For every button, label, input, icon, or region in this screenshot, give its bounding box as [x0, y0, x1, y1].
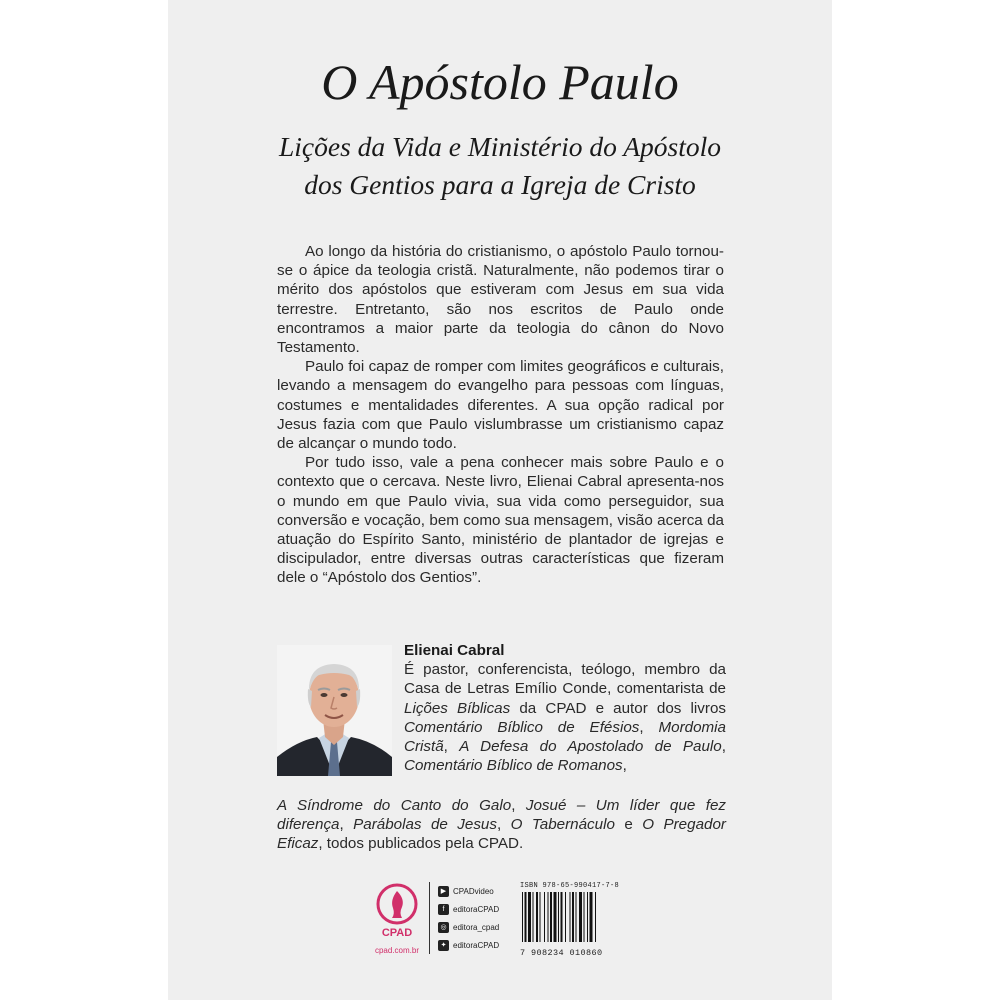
- bio-book-title: Comentário Bíblico de Romanos: [404, 757, 623, 775]
- bio-book-title: A Defesa do Apostolado de Paulo: [459, 738, 722, 756]
- bio-book-title: Parábolas de Jesus: [353, 816, 497, 834]
- publisher-footer: [168, 878, 832, 958]
- bio-book-title: Lições Bíblicas: [404, 699, 511, 717]
- synopsis-paragraph: Ao longo da história do cristianismo, o apóstolo Paulo tornou-se o ápice da teologia cristã. Naturalmente, não podemos tirar o mérito dos apóstolos que estiveram com Jesus em sua vida terrestre. Entretanto, são nos escritos de Paulo onde encontramos a maior parte da teologia do cânon do Novo Testamento.: [277, 243, 724, 357]
- bio-text: ,: [496, 816, 511, 834]
- barcode-bar: [548, 892, 549, 942]
- barcode-bar: [584, 892, 585, 942]
- barcode-bar: [579, 892, 582, 942]
- back-cover: [168, 0, 832, 1000]
- barcode-bar: [550, 892, 552, 942]
- author-bio-part-1: [404, 660, 726, 775]
- bio-text: É pastor, conferencista, teólogo, membro da Casa de Letras Emílio Conde, comentarista de: [404, 661, 726, 698]
- social-handle: editoraCPAD: [453, 940, 500, 950]
- barcode-bar: [576, 892, 577, 942]
- book-subtitle: [168, 128, 832, 204]
- barcode-bar: [522, 892, 523, 942]
- social-handle: editora_cpad: [453, 922, 500, 932]
- twitter-icon: ✦: [438, 940, 449, 951]
- barcode-bar: [587, 892, 588, 942]
- publisher-url[interactable]: cpad.com.br: [374, 946, 420, 955]
- bio-text: ,: [721, 738, 726, 756]
- subtitle-line: Lições da Vida e Ministério do Apóstolo: [278, 131, 721, 162]
- barcode-bar: [565, 892, 566, 942]
- barcode-bar: [540, 892, 541, 942]
- author-info: [404, 641, 726, 775]
- cpad-logo[interactable]: [372, 880, 422, 955]
- bio-book-title: Mordomia Cristã: [404, 718, 726, 756]
- barcode-bar: [561, 892, 563, 942]
- bio-text: da CPAD e autor dos livros: [510, 699, 726, 717]
- bio-text: ,: [339, 816, 354, 834]
- instagram-icon: ◎: [438, 922, 449, 933]
- bio-book-title: Josué – Um líder que fez diferença: [277, 797, 726, 834]
- facebook-icon: f: [438, 904, 449, 915]
- author-bio-part-2: [277, 796, 726, 854]
- bio-text: ,: [511, 797, 526, 814]
- barcode-block: [520, 882, 628, 958]
- synopsis-paragraph: Paulo foi capaz de romper com limites geográficos e culturais, levando a mensagem do evangelho para pessoas com línguas, costumes e mentalidades diferentes. A sua opção radical por Jesus fazia com que Paulo vislumbrasse um cristianismo capaz de alcançar o mundo todo.: [277, 358, 724, 453]
- bio-book-title: A Síndrome do Canto do Galo: [277, 797, 512, 814]
- social-handle: CPADvideo: [453, 886, 494, 896]
- bio-text: ,: [443, 738, 460, 756]
- social-item-instagram[interactable]: [438, 918, 499, 936]
- barcode-bar: [528, 892, 531, 942]
- barcode-bar: [525, 892, 527, 942]
- bio-book-title: Comentário Bíblico de Efésios: [404, 718, 640, 736]
- barcode-bar: [558, 892, 559, 942]
- synopsis: [277, 242, 724, 588]
- barcode-bar: [544, 892, 545, 942]
- youtube-icon: ▶: [438, 886, 449, 897]
- barcode-bar: [590, 892, 593, 942]
- bio-text: , todos publicados pela CPAD.: [318, 835, 524, 853]
- barcode-bar: [572, 892, 574, 942]
- footer-divider: [429, 882, 430, 954]
- bio-text: ,: [639, 718, 659, 736]
- bio-book-title: O Pregador Eficaz: [277, 816, 726, 853]
- author-photo: [277, 645, 392, 776]
- book-title: O Apóstolo Paulo: [321, 54, 679, 110]
- bio-text: ,: [622, 757, 627, 775]
- barcode-bar: [554, 892, 557, 942]
- social-item-twitter[interactable]: [438, 936, 499, 954]
- bio-text: e: [614, 816, 643, 834]
- barcode-bar: [536, 892, 538, 942]
- barcode-bars: [520, 892, 628, 942]
- social-links: [438, 882, 499, 954]
- barcode-bar: [533, 892, 534, 942]
- subtitle-line: dos Gentios para a Igreja de Cristo: [304, 169, 696, 200]
- ean-number: 7 908234 010860: [520, 948, 603, 958]
- bio-book-title: O Tabernáculo: [510, 816, 615, 834]
- barcode-bar: [595, 892, 596, 942]
- social-item-youtube[interactable]: [438, 882, 499, 900]
- isbn-text: ISBN 978-65-990417-7-8: [520, 882, 620, 890]
- social-item-facebook[interactable]: [438, 900, 499, 918]
- logo-text: CPAD: [381, 927, 413, 939]
- synopsis-paragraph: Por tudo isso, vale a pena conhecer mais sobre Paulo e o contexto que o cercava. Neste livro, Elienai Cabral apresenta-nos o mundo em que Paulo vivia, sua vida como perseguidor, sua conversão e vocação, bem como sua mensagem, visão acerca da atuação do Espírito Santo, ministério de plantador de igrejas e discipulador, entre diversas outras características que fizeram dele o “Apóstolo dos Gentios”.: [277, 454, 724, 587]
- author-name: Elienai Cabral: [404, 642, 505, 659]
- barcode-bar: [570, 892, 571, 942]
- social-handle: editoraCPAD: [453, 904, 500, 914]
